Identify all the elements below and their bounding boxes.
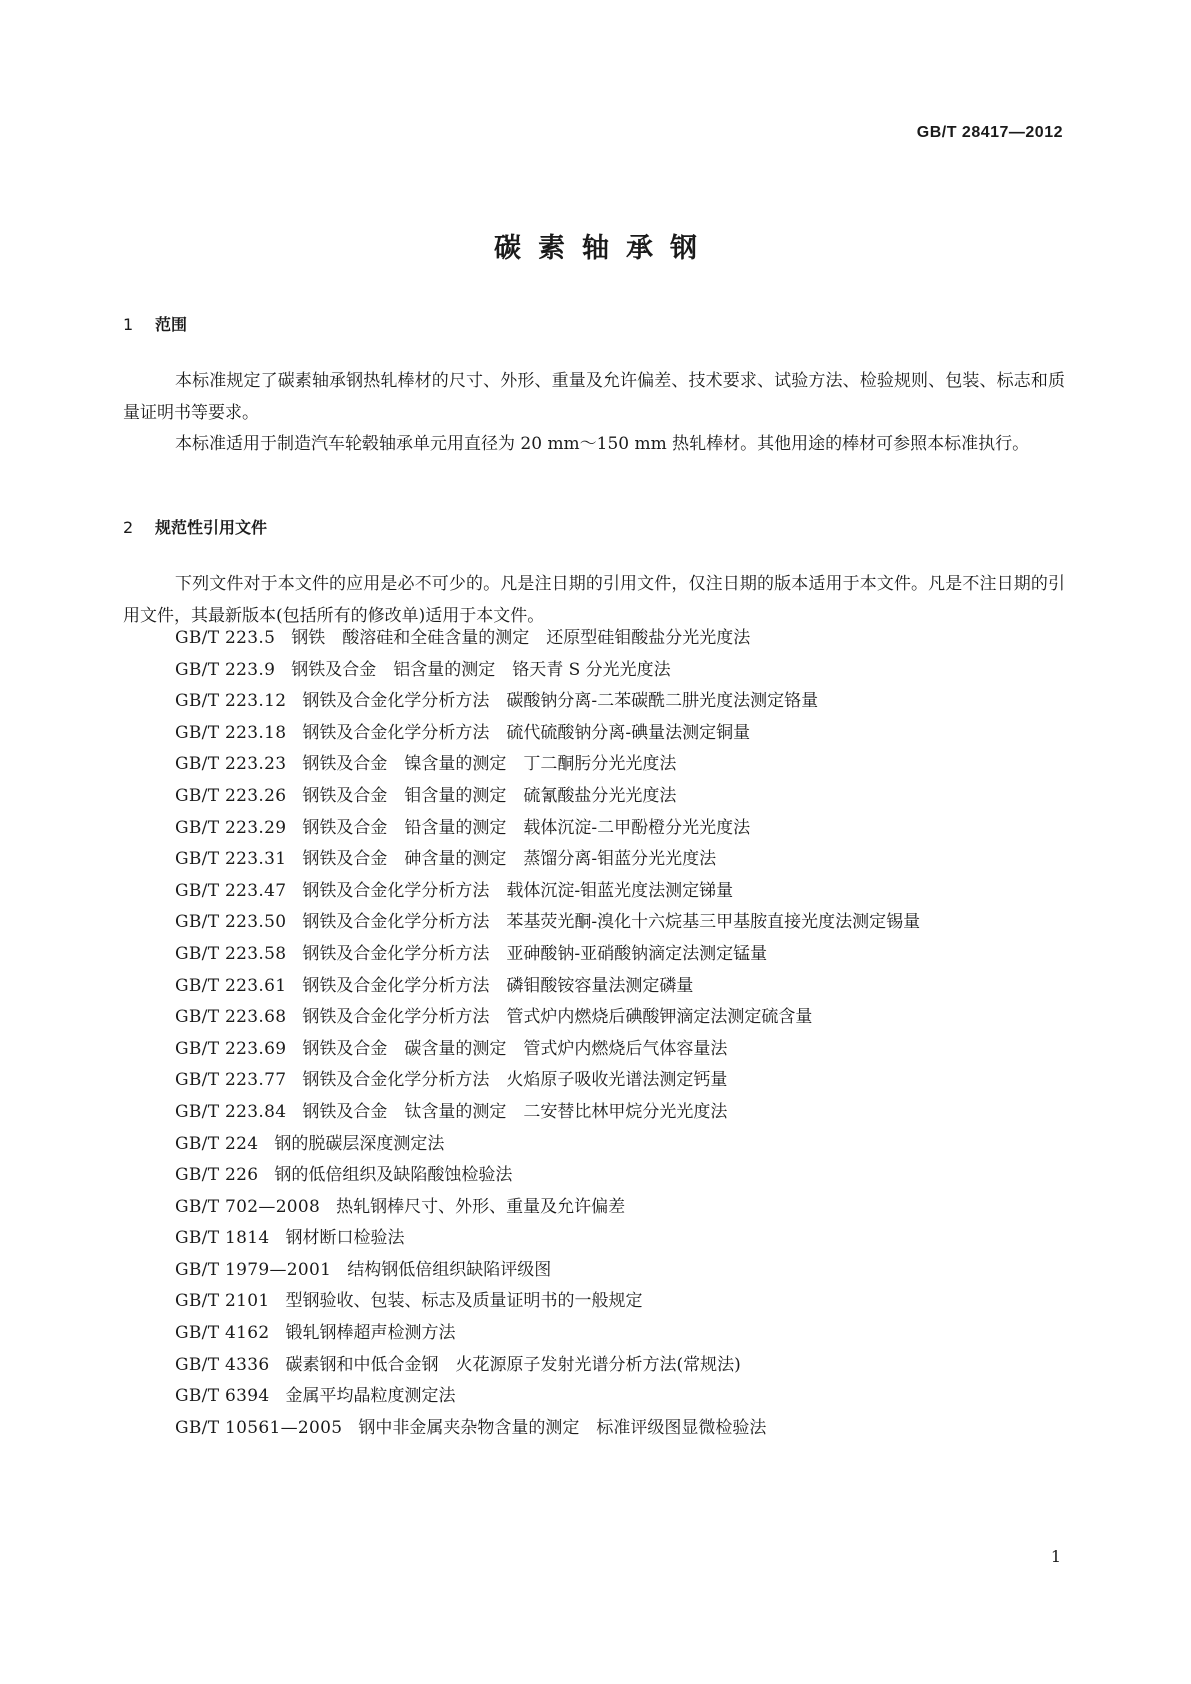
section-number: 1 [123, 315, 134, 334]
reference-item [123, 1160, 1065, 1192]
reference-title: 钢的低倍组织及缺陷酸蚀检验法 [274, 1165, 513, 1186]
reference-code: GB/T 702—2008 [175, 1196, 321, 1217]
scope-paragraph-2: 本标准适用于制造汽车轮毂轴承单元用直径为 20 mm～150 mm 热轧棒材。其他用途的棒材可参照本标准执行。 [175, 434, 1030, 454]
reference-code: GB/T 223.61 [175, 975, 287, 996]
section-number: 2 [123, 518, 134, 537]
reference-code: GB/T 1814 [175, 1228, 270, 1249]
reference-item [123, 1381, 1065, 1413]
reference-code: GB/T 223.58 [175, 943, 287, 964]
reference-code: GB/T 223.47 [175, 880, 287, 901]
reference-title: 钢材断口检验法 [285, 1228, 405, 1249]
reference-code: GB/T 223.12 [175, 691, 287, 712]
scope-paragraph-1: 本标准规定了碳素轴承钢热轧棒材的尺寸、外形、重量及允许偏差、技术要求、试验方法、检验规则、包装、标志和质量证明书等要求。 [123, 371, 1065, 423]
reference-item [123, 749, 1065, 781]
reference-code: GB/T 223.50 [175, 912, 287, 933]
reference-title: 钢铁及合金 钛含量的测定 二安替比林甲烷分光光度法 [302, 1101, 728, 1122]
reference-title: 型钢验收、包装、标志及质量证明书的一般规定 [285, 1291, 643, 1312]
reference-item [123, 907, 1065, 939]
reference-code: GB/T 223.18 [175, 722, 287, 743]
reference-title: 碳素钢和中低合金钢 火花源原子发射光谱分析方法(常规法) [285, 1354, 741, 1375]
reference-item [123, 718, 1065, 750]
reference-title: 钢铁及合金化学分析方法 硫代硫酸钠分离-碘量法测定铜量 [302, 722, 751, 743]
reference-title: 钢铁 酸溶硅和全硅含量的测定 还原型硅钼酸盐分光光度法 [291, 628, 751, 648]
section-1-heading [123, 312, 187, 335]
reference-code: GB/T 226 [175, 1165, 259, 1186]
reference-title: 钢铁及合金化学分析方法 载体沉淀-钼蓝光度法测定锑量 [302, 880, 734, 901]
standard-code: GB/T 28417—2012 [916, 124, 1063, 141]
reference-title: 热轧钢棒尺寸、外形、重量及允许偏差 [336, 1196, 626, 1217]
reference-item [123, 1097, 1065, 1129]
reference-title: 金属平均晶粒度测定法 [285, 1386, 456, 1407]
reference-title: 结构钢低倍组织缺陷评级图 [347, 1259, 552, 1280]
reference-code: GB/T 4162 [175, 1323, 270, 1344]
reference-title: 钢铁及合金化学分析方法 磷钼酸铵容量法测定磷量 [302, 975, 694, 996]
reference-code: GB/T 223.26 [175, 785, 287, 806]
reference-item [123, 1192, 1065, 1224]
reference-code: GB/T 223.9 [175, 659, 276, 680]
reference-code: GB/T 223.31 [175, 849, 287, 870]
reference-item [123, 813, 1065, 845]
reference-title: 钢铁及合金化学分析方法 火焰原子吸收光谱法测定钙量 [302, 1070, 728, 1091]
reference-item [123, 844, 1065, 876]
reference-title: 钢铁及合金 镍含量的测定 丁二酮肟分光光度法 [302, 754, 677, 775]
reference-title: 钢铁及合金化学分析方法 亚砷酸钠-亚硝酸钠滴定法测定锰量 [302, 943, 768, 964]
reference-item [123, 1223, 1065, 1255]
reference-item [123, 1002, 1065, 1034]
section-title: 规范性引用文件 [155, 518, 268, 537]
reference-title: 钢铁及合金化学分析方法 管式炉内燃烧后碘酸钾滴定法测定硫含量 [302, 1007, 813, 1028]
reference-code: GB/T 223.68 [175, 1007, 287, 1028]
reference-item [123, 1318, 1065, 1350]
reference-item [123, 1350, 1065, 1382]
reference-item [123, 781, 1065, 813]
reference-code: GB/T 223.84 [175, 1101, 287, 1122]
reference-item [123, 876, 1065, 908]
reference-title: 钢铁及合金 铅含量的测定 载体沉淀-二甲酚橙分光光度法 [302, 817, 751, 838]
reference-title: 钢中非金属夹杂物含量的测定 标准评级图显微检验法 [358, 1417, 767, 1438]
reference-code: GB/T 224 [175, 1133, 259, 1154]
reference-item [123, 971, 1065, 1003]
reference-item [123, 1255, 1065, 1287]
reference-title: 钢铁及合金 钼含量的测定 硫氰酸盐分光光度法 [302, 785, 677, 806]
reference-item [123, 1413, 1065, 1445]
reference-code: GB/T 10561—2005 [175, 1417, 343, 1438]
page-number: 1 [1050, 1547, 1061, 1566]
reference-code: GB/T 223.77 [175, 1070, 287, 1091]
reference-title: 钢铁及合金化学分析方法 苯基荧光酮-溴化十六烷基三甲基胺直接光度法测定锡量 [302, 912, 921, 933]
reference-item [123, 623, 1065, 655]
normative-references-list [123, 623, 1065, 1444]
reference-code: GB/T 223.5 [175, 628, 276, 648]
reference-title: 锻轧钢棒超声检测方法 [285, 1323, 456, 1344]
section-title: 范围 [155, 315, 188, 334]
reference-item [123, 1129, 1065, 1161]
reference-item [123, 686, 1065, 718]
reference-title: 钢的脱碳层深度测定法 [274, 1133, 445, 1154]
reference-item [123, 655, 1065, 687]
reference-title: 钢铁及合金 砷含量的测定 蒸馏分离-钼蓝分光光度法 [302, 849, 717, 870]
document-title: 碳素轴承钢 [494, 233, 714, 264]
reference-title: 钢铁及合金 铝含量的测定 铬天青 S 分光光度法 [291, 659, 671, 680]
reference-item [123, 1286, 1065, 1318]
reference-title: 钢铁及合金 碳含量的测定 管式炉内燃烧后气体容量法 [302, 1038, 728, 1059]
section-2-heading [123, 515, 267, 538]
reference-item [123, 939, 1065, 971]
reference-code: GB/T 2101 [175, 1291, 270, 1312]
reference-code: GB/T 223.29 [175, 817, 287, 838]
reference-code: GB/T 1979—2001 [175, 1259, 332, 1280]
references-intro-paragraph: 下列文件对于本文件的应用是必不可少的。凡是注日期的引用文件，仅注日期的版本适用于本文件。凡是不注日期的引用文件，其最新版本(包括所有的修改单)适用于本文件。 [123, 574, 1065, 626]
reference-item [123, 1065, 1065, 1097]
reference-code: GB/T 4336 [175, 1354, 270, 1375]
reference-title: 钢铁及合金化学分析方法 碳酸钠分离-二苯碳酰二肼光度法测定铬量 [302, 691, 819, 712]
reference-item [123, 1034, 1065, 1066]
reference-code: GB/T 223.23 [175, 754, 287, 775]
reference-code: GB/T 6394 [175, 1386, 270, 1407]
reference-code: GB/T 223.69 [175, 1038, 287, 1059]
